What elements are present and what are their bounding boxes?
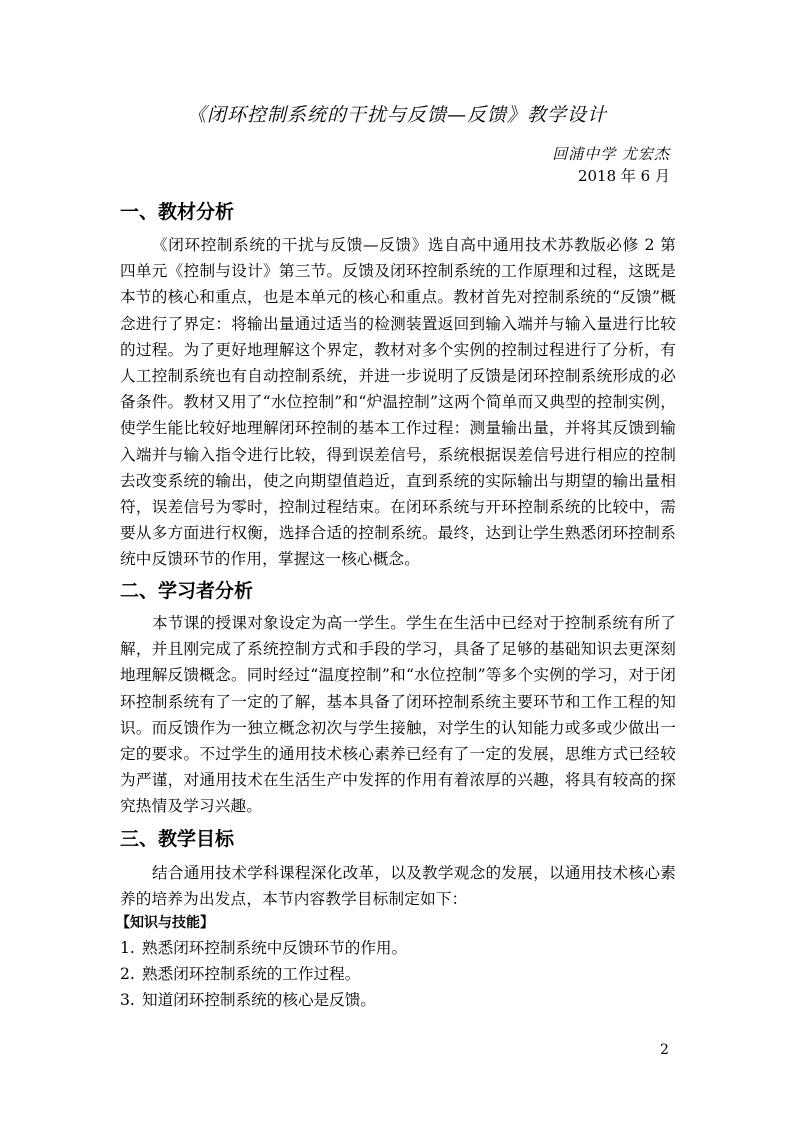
section-heading-textbook-analysis: 一、教材分析 xyxy=(120,201,235,223)
objective-item xyxy=(120,962,360,986)
objective-text: 知道闭环控制系统的核心是反馈。 xyxy=(142,991,376,1009)
author-line: 回浦中学 尤宏杰 xyxy=(552,145,670,163)
objective-number: 1. xyxy=(120,939,135,957)
objective-item xyxy=(120,936,407,960)
subheading-knowledge-skills: 【知识与技能】 xyxy=(116,915,214,931)
section-heading-teaching-objectives: 三、教学目标 xyxy=(120,828,235,850)
section-heading-learner-analysis: 二、学习者分析 xyxy=(120,580,254,602)
section-paragraph-teaching-objectives: 结合通用技术学科课程深化改革，以及教学观念的发展，以通用技术核心素养的培养为出发点，本节内容教学目标制定如下： xyxy=(120,864,676,909)
objective-item xyxy=(120,988,376,1012)
document-title: 《闭环控制系统的干扰与反馈—反馈》教学设计 xyxy=(186,104,607,126)
page-number: 2 xyxy=(660,1042,669,1058)
section-paragraph-learner-analysis: 本节课的授课对象设定为高一学生。学生在生活中已经对于控制系统有所了解，并且刚完成了系统控制方式和手段的学习，具备了足够的基础知识去更深刻地理解反馈概念。同时经过“温度控制”和“水位控制”等多个实例的学习，对于闭环控制系统有了一定的了解，基本具备了闭环控制系统主要环节和工作工程的知识。而反馈作为一独立概念初次与学生接触，对学生的认知能力或多或少做出一定的要求。不过学生的通用技术核心素养已经有了一定的发展，思维方式已经较为严谨，对通用技术在生活生产中发挥的作用有着浓厚的兴趣，将具有较高的探究热情及学习兴趣。 xyxy=(120,614,676,816)
objective-text: 熟悉闭环控制系统的工作过程。 xyxy=(142,965,361,983)
objective-text: 熟悉闭环控制系统中反馈环节的作用。 xyxy=(142,939,408,957)
objective-number: 2. xyxy=(120,965,135,983)
date-line: 2018 年 6 月 xyxy=(577,167,670,185)
objective-number: 3. xyxy=(120,991,135,1009)
section-paragraph-textbook-analysis: 《闭环控制系统的干扰与反馈—反馈》选自高中通用技术苏教版必修 2 第四单元《控制与设计》第三节。反馈及闭环控制系统的工作原理和过程，这既是本节的核心和重点，也是本单元的核心和重点。教材首先对控制系统的“反馈”概念进行了界定：将输出量通过适当的检测装置返回到输入端并与输入量进行比较的过程。为了更好地理解这个界定，教材对多个实例的控制过程进行了分析，有人工控制系统也有自动控制系统，并进一步说明了反馈是闭环控制系统形成的必备条件。教材又用了“水位控制”和“炉温控制”这两个简单而又典型的控制实例，使学生能比较好地理解闭环控制的基本工作过程：测量输出量，并将其反馈到输入端并与输入指令进行比较，得到误差信号，系统根据误差信号进行相应的控制去改变系统的输出，使之向期望值趋近，直到系统的实际输出与期望的输出量相符，误差信号为零时，控制过程结束。在闭环系统与开环控制系统的比较中，需要从多方面进行权衡，选择合适的控制系统。最终，达到让学生熟悉闭环控制系统中反馈环节的作用，掌握这一核心概念。 xyxy=(120,236,676,569)
